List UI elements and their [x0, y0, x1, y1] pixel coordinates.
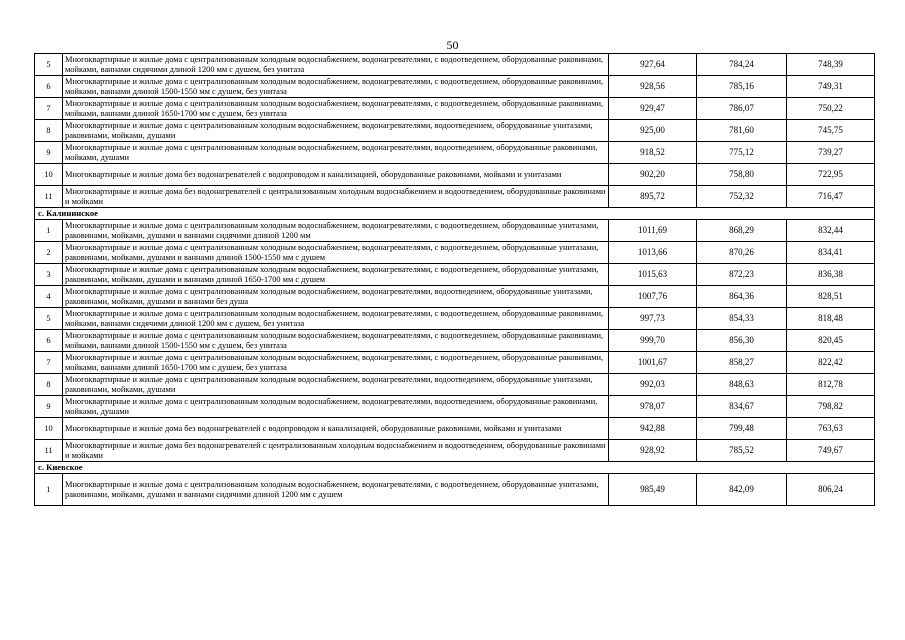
table-row — [35, 308, 875, 330]
row-description: Многоквартирные и жилые дома с централизованным холодным водоснабжением, водонагревателями, с водоотведением, оборудованные унитазами, раковинами, мойками, душами и ваннами длиной 1500-1550 мм с душем — [63, 242, 609, 264]
row-description: Многоквартирные и жилые дома без водонагревателей с централизованным холодным водоснабжением и водоотведением, оборудованные раковинами и мойками — [63, 186, 609, 208]
value-cell-3: 798,82 — [787, 396, 875, 418]
table-row — [35, 396, 875, 418]
value-cell-1: 918,52 — [609, 142, 697, 164]
table-row — [35, 286, 875, 308]
value-cell-3: 820,45 — [787, 330, 875, 352]
section-title: с. Калининское — [35, 208, 875, 220]
value-cell-3: 748,39 — [787, 54, 875, 76]
value-cell-3: 745,75 — [787, 120, 875, 142]
row-description: Многоквартирные и жилые дома с централизованным холодным водоснабжением, водонагревателями, водоотведением, оборудованные раковинами, мойками, душами — [63, 396, 609, 418]
value-cell-2: 752,32 — [697, 186, 787, 208]
value-cell-1: 978,07 — [609, 396, 697, 418]
row-number: 9 — [35, 396, 63, 418]
row-description: Многоквартирные и жилые дома с централизованным холодным водоснабжением, водонагревателями, с водоотведением, оборудованные раковинами, мойками, ваннами длиной 1500-1550 мм с душем, без унитаза — [63, 330, 609, 352]
value-cell-1: 1015,63 — [609, 264, 697, 286]
row-number: 5 — [35, 308, 63, 330]
table-row — [35, 164, 875, 186]
value-cell-2: 870,26 — [697, 242, 787, 264]
value-cell-1: 1007,76 — [609, 286, 697, 308]
row-description: Многоквартирные и жилые дома с централизованным холодным водоснабжением, водонагревателями, с водоотведением, оборудованные унитазами, раковинами, мойками, душами и ваннами сидячими длиной 1200 мм — [63, 220, 609, 242]
table-row — [35, 474, 875, 506]
value-cell-1: 925,00 — [609, 120, 697, 142]
row-description: Многоквартирные и жилые дома без водонагревателей с централизованным холодным водоснабжением и водоотведением, оборудованные раковинами и мойками — [63, 440, 609, 462]
value-cell-2: 784,24 — [697, 54, 787, 76]
value-cell-3: 806,24 — [787, 474, 875, 506]
value-cell-1: 999,70 — [609, 330, 697, 352]
row-number: 11 — [35, 440, 63, 462]
value-cell-1: 1011,69 — [609, 220, 697, 242]
value-cell-2: 842,09 — [697, 474, 787, 506]
value-cell-3: 836,38 — [787, 264, 875, 286]
value-cell-1: 927,64 — [609, 54, 697, 76]
value-cell-2: 785,52 — [697, 440, 787, 462]
tariff-table — [34, 53, 875, 506]
page-number: 50 — [446, 38, 459, 52]
value-cell-3: 818,48 — [787, 308, 875, 330]
row-number: 3 — [35, 264, 63, 286]
table-row — [35, 330, 875, 352]
value-cell-1: 928,56 — [609, 76, 697, 98]
table-row — [35, 54, 875, 76]
table-row — [35, 220, 875, 242]
row-description: Многоквартирные и жилые дома с централизованным холодным водоснабжением, водонагревателями, водоотведением, оборудованные унитазами, раковинами, мойками, душами и ваннами без душа — [63, 286, 609, 308]
table-row — [35, 120, 875, 142]
table-row — [35, 264, 875, 286]
value-cell-1: 928,92 — [609, 440, 697, 462]
section-row — [35, 462, 875, 474]
value-cell-2: 781,60 — [697, 120, 787, 142]
row-number: 11 — [35, 186, 63, 208]
value-cell-3: 749,67 — [787, 440, 875, 462]
section-title: с. Киевское — [35, 462, 875, 474]
row-description: Многоквартирные и жилые дома с централизованным холодным водоснабжением, водонагревателями, водоотведением, оборудованные унитазами, раковинами, мойками, душами — [63, 374, 609, 396]
tariff-table-body — [35, 54, 875, 506]
value-cell-3: 834,41 — [787, 242, 875, 264]
value-cell-2: 799,48 — [697, 418, 787, 440]
value-cell-2: 758,80 — [697, 164, 787, 186]
table-row — [35, 76, 875, 98]
table-row — [35, 142, 875, 164]
value-cell-3: 739,27 — [787, 142, 875, 164]
row-number: 1 — [35, 220, 63, 242]
row-description: Многоквартирные и жилые дома с централизованным холодным водоснабжением, водонагревателями, с водоотведением, оборудованные унитазами, раковинами, мойками, душами и ваннами длиной 1650-1700 мм с душем — [63, 264, 609, 286]
section-row — [35, 208, 875, 220]
row-description: Многоквартирные и жилые дома с централизованным холодным водоснабжением, водонагревателями, с водоотведением, оборудованные унитазами, раковинами, мойками, душами и ваннами сидячими длиной 1200 мм с душем — [63, 474, 609, 506]
row-number: 7 — [35, 98, 63, 120]
value-cell-3: 716,47 — [787, 186, 875, 208]
value-cell-1: 929,47 — [609, 98, 697, 120]
value-cell-2: 785,16 — [697, 76, 787, 98]
row-description: Многоквартирные и жилые дома с централизованным холодным водоснабжением, водонагревателями, водоотведением, оборудованные унитазами, раковинами, мойками, душами — [63, 120, 609, 142]
value-cell-2: 872,23 — [697, 264, 787, 286]
value-cell-2: 856,30 — [697, 330, 787, 352]
value-cell-2: 868,29 — [697, 220, 787, 242]
value-cell-3: 822,42 — [787, 352, 875, 374]
row-description: Многоквартирные и жилые дома без водонагревателей с водопроводом и канализацией, оборудованные раковинами, мойками и унитазами — [63, 418, 609, 440]
value-cell-3: 828,51 — [787, 286, 875, 308]
value-cell-2: 854,33 — [697, 308, 787, 330]
table-row — [35, 352, 875, 374]
row-number: 2 — [35, 242, 63, 264]
value-cell-2: 864,36 — [697, 286, 787, 308]
value-cell-2: 834,67 — [697, 396, 787, 418]
value-cell-1: 902,20 — [609, 164, 697, 186]
row-number: 10 — [35, 164, 63, 186]
value-cell-3: 812,78 — [787, 374, 875, 396]
row-description: Многоквартирные и жилые дома с централизованным холодным водоснабжением, водонагревателями, с водоотведением, оборудованные раковинами, мойками, ваннами сидячими длиной 1200 мм с душем, без унитаза — [63, 54, 609, 76]
row-description: Многоквартирные и жилые дома с централизованным холодным водоснабжением, водонагревателями, с водоотведением, оборудованные раковинами, мойками, ваннами длиной 1650-1700 мм с душем, без унитаза — [63, 352, 609, 374]
value-cell-3: 722,95 — [787, 164, 875, 186]
row-number: 9 — [35, 142, 63, 164]
row-number: 8 — [35, 374, 63, 396]
row-number: 6 — [35, 330, 63, 352]
table-row — [35, 440, 875, 462]
value-cell-3: 749,31 — [787, 76, 875, 98]
row-description: Многоквартирные и жилые дома с централизованным холодным водоснабжением, водонагревателями, с водоотведением, оборудованные раковинами, мойками, ваннами длиной 1500-1550 мм с душем, без унитаза — [63, 76, 609, 98]
value-cell-3: 763,63 — [787, 418, 875, 440]
row-number: 6 — [35, 76, 63, 98]
value-cell-1: 997,73 — [609, 308, 697, 330]
row-number: 10 — [35, 418, 63, 440]
row-number: 8 — [35, 120, 63, 142]
value-cell-1: 985,49 — [609, 474, 697, 506]
value-cell-1: 942,88 — [609, 418, 697, 440]
value-cell-3: 832,44 — [787, 220, 875, 242]
table-row — [35, 418, 875, 440]
row-number: 4 — [35, 286, 63, 308]
row-description: Многоквартирные и жилые дома без водонагревателей с водопроводом и канализацией, оборудованные раковинами, мойками и унитазами — [63, 164, 609, 186]
row-number: 1 — [35, 474, 63, 506]
value-cell-1: 992,03 — [609, 374, 697, 396]
row-number: 7 — [35, 352, 63, 374]
value-cell-2: 786,07 — [697, 98, 787, 120]
row-description: Многоквартирные и жилые дома с централизованным холодным водоснабжением, водонагревателями, с водоотведением, оборудованные раковинами, мойками, ваннами сидячими длиной 1200 мм с душем, без унитаза — [63, 308, 609, 330]
value-cell-2: 848,63 — [697, 374, 787, 396]
table-row — [35, 374, 875, 396]
row-description: Многоквартирные и жилые дома с централизованным холодным водоснабжением, водонагревателями, с водоотведением, оборудованные раковинами, мойками, ваннами длиной 1650-1700 мм с душем, без унитаза — [63, 98, 609, 120]
value-cell-1: 1001,67 — [609, 352, 697, 374]
value-cell-2: 775,12 — [697, 142, 787, 164]
row-description: Многоквартирные и жилые дома с централизованным холодным водоснабжением, водонагревателями, водоотведением, оборудованные раковинами, мойками, душами — [63, 142, 609, 164]
value-cell-2: 858,27 — [697, 352, 787, 374]
value-cell-1: 1013,66 — [609, 242, 697, 264]
row-number: 5 — [35, 54, 63, 76]
table-row — [35, 98, 875, 120]
table-row — [35, 242, 875, 264]
table-row — [35, 186, 875, 208]
value-cell-3: 750,22 — [787, 98, 875, 120]
value-cell-1: 895,72 — [609, 186, 697, 208]
